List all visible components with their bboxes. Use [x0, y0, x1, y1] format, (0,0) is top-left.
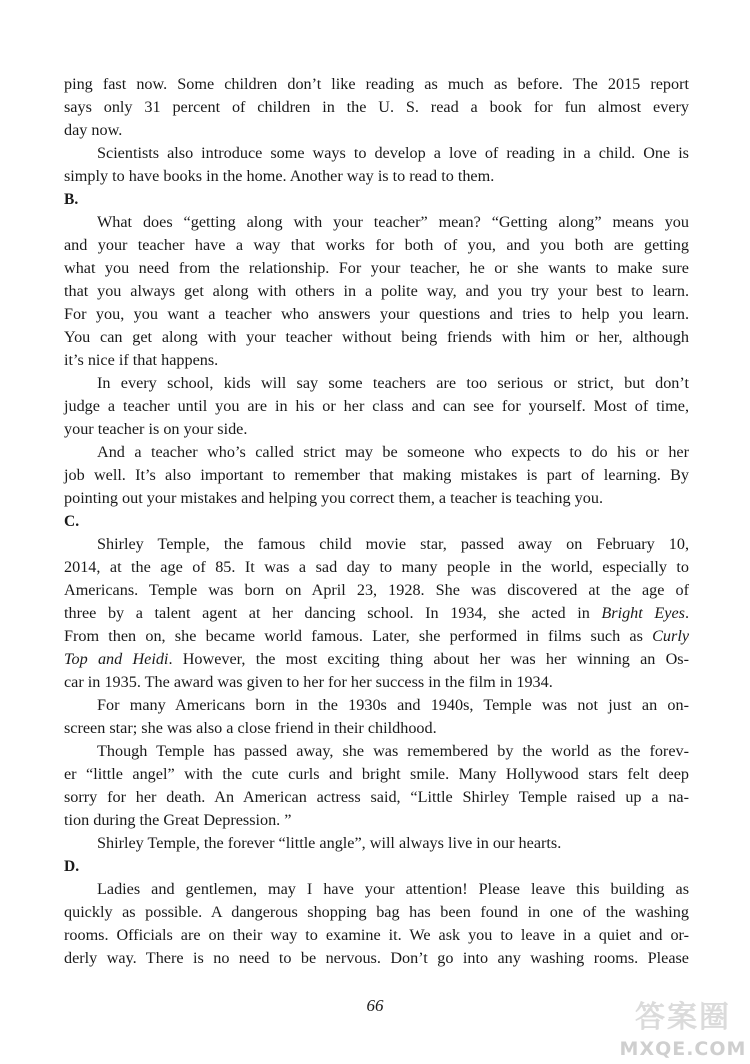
passage-b	[64, 188, 689, 510]
section-heading-d: D.	[64, 858, 80, 875]
text-line: screen star; she was also a close friend in their childhood.	[64, 719, 437, 737]
text-line	[64, 625, 689, 648]
text-line: judge a teacher until you are in his or her class and can see for yourself. Most of time,	[64, 397, 689, 415]
text-line: car in 1935. The award was given to her for her success in the film in 1934.	[64, 673, 553, 691]
text-line: 2014, at the age of 85. It was a sad day to many people in the world, especially to	[64, 558, 689, 576]
text-line: what you need from the relationship. For your teacher, he or she wants to make sure	[64, 259, 689, 277]
text-line: says only 31 percent of children in the U. S. read a book for fun almost every	[64, 98, 689, 116]
text-line: er “little angel” with the cute curls and bright smile. Many Hollywood stars felt deep	[64, 765, 689, 783]
text-line: quickly as possible. A dangerous shopping bag has been found in one of the washing	[64, 903, 689, 921]
section-heading-b: B.	[64, 191, 79, 208]
text-line: You can get along with your teacher without being friends with him or her, although	[64, 328, 689, 346]
text-line: And a teacher who’s called strict may be someone who expects to do his or her	[97, 443, 689, 461]
text-fragment: .	[684, 604, 689, 622]
text-line: it’s nice if that happens.	[64, 351, 219, 369]
passage-d	[64, 855, 689, 970]
text-line	[64, 648, 689, 671]
film-title-curly: Curly	[652, 627, 689, 645]
text-line: For many Americans born in the 1930s and 1940s, Temple was not just an on-	[97, 696, 689, 714]
text-line: sorry for her death. An American actress said, “Little Shirley Temple raised up a na-	[64, 788, 689, 806]
text-line: Shirley Temple, the forever “little angle”, will always live in our hearts.	[97, 834, 562, 852]
text-line: Shirley Temple, the famous child movie star, passed away on February 10,	[97, 535, 689, 553]
text-fragment: From then on, she became world famous. Later, she performed in films such as	[64, 627, 653, 645]
text-line: Ladies and gentlemen, may I have your attention! Please leave this building as	[97, 880, 689, 898]
text-line: ping fast now. Some children don’t like reading as much as before. The 2015 report	[64, 75, 689, 93]
text-line: day now.	[64, 121, 123, 139]
text-line: and your teacher have a way that works for both of you, and you both are getting	[64, 236, 689, 254]
text-fragment: three by a talent agent at her dancing school. In 1934, she acted in	[64, 604, 602, 622]
film-title-bright-eyes: Bright Eyes	[601, 604, 685, 622]
text-line: For you, you want a teacher who answers your questions and tries to help you learn.	[64, 305, 689, 323]
watermark-logo	[618, 1000, 748, 1062]
text-line: In every school, kids will say some teachers are too serious or strict, but don’t	[97, 374, 689, 392]
text-fragment: . However, the most exciting thing about her was her winning an Os-	[168, 650, 689, 668]
text-line: What does “getting along with your teacher” mean? “Getting along” means you	[97, 213, 689, 231]
page-body	[64, 73, 689, 970]
text-line	[64, 602, 689, 625]
text-line: Americans. Temple was born on April 23, 1928. She was discovered at the age of	[64, 581, 689, 599]
text-line: derly way. There is no need to be nervous. Don’t go into any washing rooms. Please	[64, 949, 689, 967]
text-line: job well. It’s also important to remember that making mistakes is part of learning. By	[64, 466, 689, 484]
text-line: Though Temple has passed away, she was remembered by the world as the forev-	[97, 742, 689, 760]
text-line: pointing out your mistakes and helping you correct them, a teacher is teaching you.	[64, 489, 603, 507]
passage-c	[64, 510, 689, 855]
text-line: simply to have books in the home. Another way is to read to them.	[64, 167, 495, 185]
film-title-top-and-heidi: Top and Heidi	[64, 650, 169, 668]
text-line: your teacher is on your side.	[64, 420, 248, 438]
watermark-text: 答案圈	[635, 1000, 731, 1035]
text-line: Scientists also introduce some ways to develop a love of reading in a child. One is	[97, 144, 689, 162]
section-heading-c: C.	[64, 513, 80, 530]
text-line: that you always get along with others in a polite way, and you try your best to learn.	[64, 282, 689, 300]
passage-a-tail	[64, 73, 689, 188]
watermark-url: MXQE.COM	[619, 1038, 747, 1060]
text-line: rooms. Officials are on their way to examine it. We ask you to leave in a quiet and or-	[64, 926, 689, 944]
text-line: tion during the Great Depression. ”	[64, 811, 292, 829]
page-number: 66	[366, 996, 384, 1015]
